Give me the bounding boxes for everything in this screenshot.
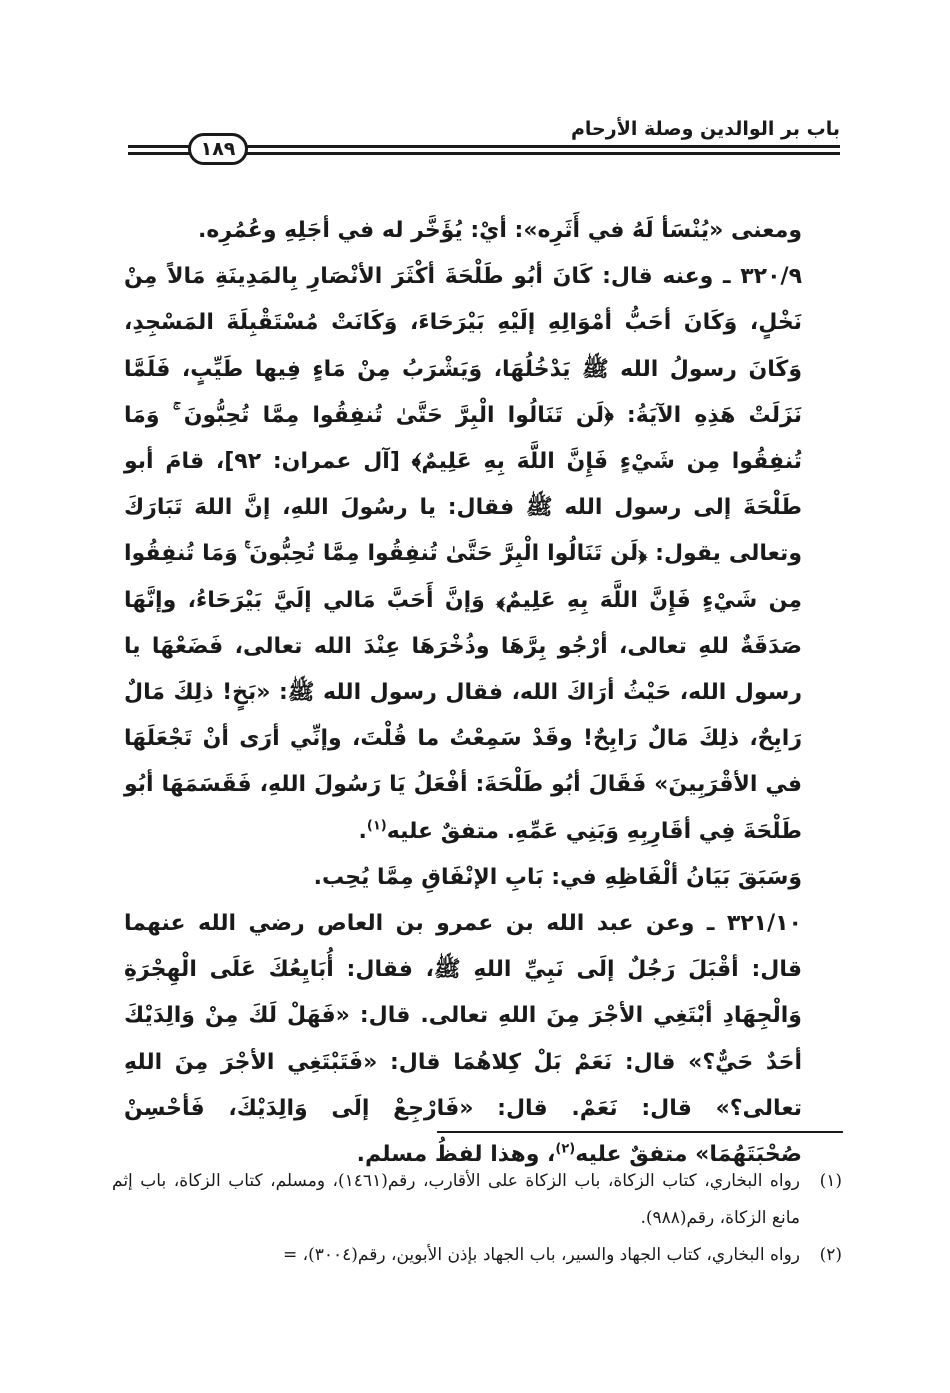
header-rule-right — [246, 145, 840, 155]
hadith-321-text: ٣٢١/١٠ ـ وعن عبد الله بن عمرو بن العاص رضي الله عنهما قال: أقْبَلَ رَجُلٌ إلَى نَبِيِّ اللهِ ﷺ، فقال: أُبَايِعُكَ عَلَى الْهِجْرَةِ وَالْجِهَادِ أبْتَغِي الأجْرَ مِنَ اللهِ تعالى. قال: «فَهَلْ لَكَ مِنْ وَالِدَيْكَ أحَدٌ حَيٌّ؟» قال: نَعَمْ بَلْ كِلاهُمَا قال: «فَتَبْتَغِي الأجْرَ مِنَ اللهِ تعالى؟» قال: نَعَمْ. قال: «فَارْجِعْ إلَى وَالِدَيْكَ، فَأحْسِنْ صُحْبَتَهُمَا» متفقٌ عليه — [124, 911, 802, 1168]
footnotes — [112, 1163, 842, 1274]
footnote-1 — [112, 1163, 842, 1237]
footnote-number: (١) — [819, 1171, 842, 1191]
footnote-ref-1: (١) — [366, 818, 387, 834]
footnote-text: رواه البخاري، كتاب الزكاة، باب الزكاة على الأقارب، رقم(١٤٦١)، ومسلم، كتاب الزكاة، باب إثم مانع الزكاة، رقم(٩٨٨). — [112, 1171, 800, 1228]
hadith-321-tail: ، وهذا لفظُ مسلم. — [356, 1142, 556, 1168]
page-number: ١٨٩ — [188, 133, 248, 165]
footnote-ref-2: (٢) — [555, 1141, 576, 1157]
paragraph-hadith-320 — [124, 254, 840, 855]
hadith-320-text: ٣٢٠/٩ ـ وعنه قال: كَانَ أبُو طَلْحَةَ أكْثَرَ الأنْصَارِ بِالمَدِينَةِ مَالاً مِنْ نَخْلٍ، وَكَانَ أحَبُّ أمْوَالِهِ إلَيْهِ بَيْرَحَاءَ، وَكَانَتْ مُسْتَقْبِلَةَ المَسْجِدِ، وَكَانَ رسولُ الله ﷺ يَدْخُلُهَا، وَيَشْرَبُ مِنْ مَاءٍ فِيها طَيِّبٍ، فَلَمَّا نَزَلَتْ هَذِهِ الآيَةُ: ﴿لَن تَنَالُوا الْبِرَّ حَتَّىٰ تُنفِقُوا مِمَّا تُحِبُّونَ ۚ وَمَا تُنفِقُوا مِن شَيْءٍ فَإِنَّ اللَّهَ بِهِ عَلِيمٌ﴾ [آل عمران: ٩٢]، قامَ أبو طَلْحَةَ إلى رسول الله ﷺ فقال: يا رسُولَ اللهِ، إنَّ اللهَ تَبَارَكَ وتعالى يقول: ﴿لَن تَنَالُوا الْبِرَّ حَتَّىٰ تُنفِقُوا مِمَّا تُحِبُّونَ ۚ وَمَا تُنفِقُوا مِن شَيْءٍ فَإِنَّ اللَّهَ بِهِ عَلِيمٌ﴾ وَإنَّ أَحَبَّ مَالي إلَيَّ بَيْرَحَاءُ، وإنَّهَا صَدَقَةٌ للهِ تعالى، أرْجُو بِرَّهَا وذُخْرَهَا عِنْدَ الله تعالى، فَضَعْهَا يا رسول الله، حَيْثُ أرَاكَ الله، فقال رسول الله ﷺ: «بَخٍ! ذلِكَ مَالٌ رَابِحٌ، ذلِكَ مَالٌ رَابِحٌ! وقَدْ سَمِعْتُ ما قُلْتَ، وإنِّي أرَى أنْ تَجْعَلَهَا في الأقْرَبِينَ» فَقَالَ أبُو طَلْحَةَ: أفْعَلُ يَا رَسُولَ اللهِ، فَقَسَمَهَا أبُو طَلْحَةَ فِي أقَارِبِهِ وَبَنِي عَمِّهِ. متفقٌ عليه — [124, 264, 802, 844]
footnote-text: رواه البخاري، كتاب الجهاد والسير، باب الجهاد بإذن الأبوين، رقم(٣٠٠٤)، = — [282, 1245, 800, 1265]
paragraph-meaning: ومعنى «يُنْسَأ لَهُ في أَثَرِه»: أيْ: يُؤَخَّر له في أجَلِهِ وعُمُرِه. — [198, 218, 802, 243]
header-rule-left — [128, 145, 190, 155]
running-title: باب بر الوالدين وصلة الأرحام — [571, 118, 840, 140]
hadith-320-period: . — [358, 818, 367, 844]
main-text — [124, 208, 840, 1178]
footnote-separator — [437, 1131, 843, 1133]
paragraph-reference: وَسَبَقَ بَيَانُ ألْفَاظِهِ في: بَابِ الإنْفَاقِ مِمَّا يُحِب. — [313, 864, 802, 890]
page-header — [128, 112, 840, 162]
footnote-2 — [112, 1237, 842, 1274]
footnote-number: (٢) — [819, 1245, 842, 1265]
paragraph-hadith-321 — [124, 901, 840, 1178]
